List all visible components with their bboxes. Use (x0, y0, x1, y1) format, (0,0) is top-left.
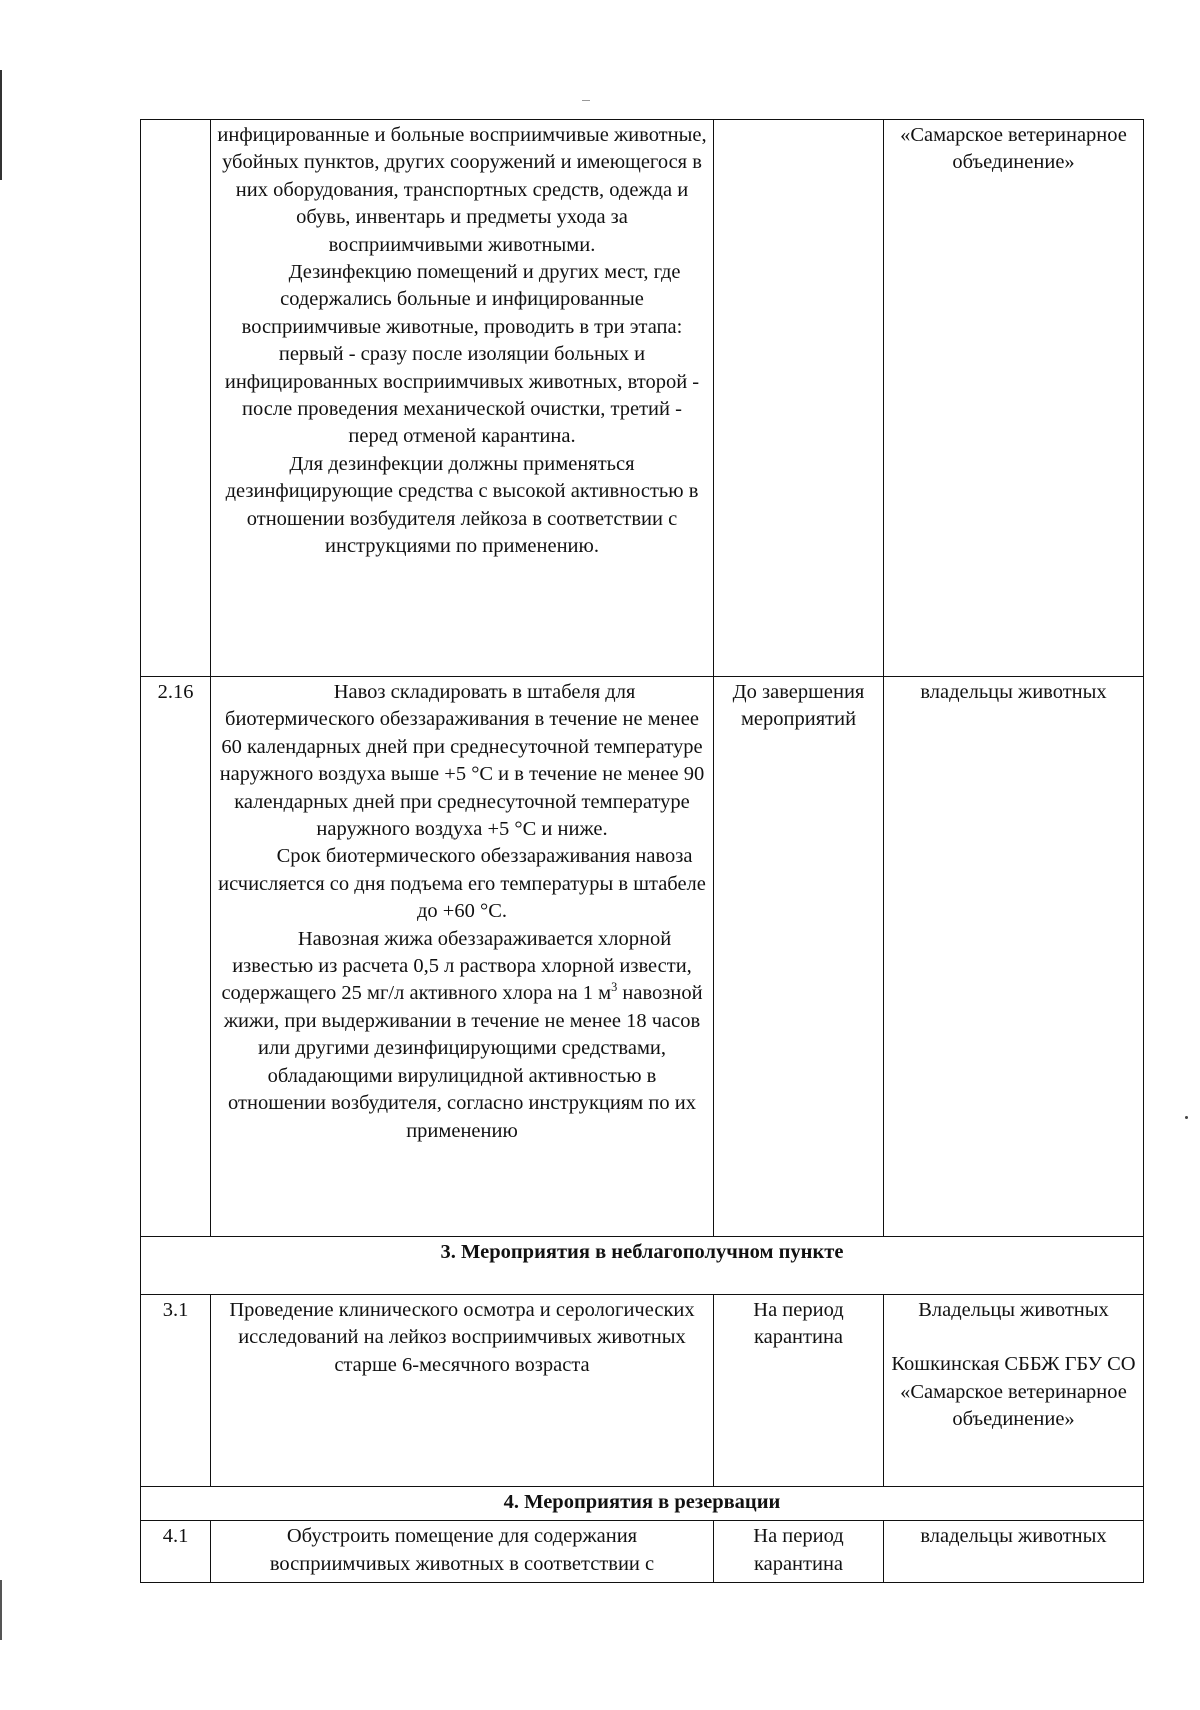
term-cell: До завершения мероприятий (714, 677, 884, 1237)
table-row (141, 120, 1144, 677)
row-number (141, 120, 211, 677)
paragraph: Для дезинфекции должны применяться дезинфицирующие средства с высокой активностью в отношении возбудителя лейкоза в соответствии с инструкциями по применению. (225, 452, 699, 558)
paragraph-part: Навозная жижа обеззараживается хлорной известью из расчета 0,5 л раствора хлорной извести, содержащего 25 мг/л активного хлора на 1 м (221, 927, 692, 1005)
measure-description: Проведение клинического осмотра и серологических исследований на лейкоз восприимчивых животных старше 6-месячного возраста (211, 1295, 714, 1487)
section-title: 4. Мероприятия в резервации (141, 1487, 1144, 1521)
superscript: 3 (611, 980, 618, 995)
measure-description: Обустроить помещение для содержания восприимчивых животных в соответствии с (211, 1521, 714, 1583)
responsible-line: Кошкинская СББЖ ГБУ СО «Самарское ветеринарное объединение» (891, 1353, 1136, 1431)
paragraph: Дезинфекцию помещений и других мест, где содержались больные и инфицированные восприимчивые животные, проводить в три этапа: первый - сразу после изоляции больных и инфицированных восприимчивых животных, второй - после проведения механической очистки, третий - перед отменой карантина. (224, 261, 700, 448)
measure-description (211, 677, 714, 1237)
responsible-line: Владельцы животных (918, 1299, 1109, 1321)
responsible-cell (884, 1295, 1144, 1487)
table-row (141, 1295, 1144, 1487)
paragraph-part: навозной жижи, при выдерживании в течение не менее 18 часов или другими дезинфицирующими средствами, обладающими вирулицидной активностью в отношении возбудителя, согласно инструкциям по их применению (223, 982, 703, 1142)
section-header-row (141, 1237, 1144, 1295)
blank-line (890, 1324, 1137, 1351)
paragraph: Навоз складировать в штабеля для биотермического обеззараживания в течение не менее 60 календарных дней при среднесуточной температуре наружного воздуха выше +5 °С и в течение не менее 90 календарных дней при среднесуточной температуре наружного воздуха +5 °С и ниже. (219, 681, 705, 841)
scan-speck (582, 100, 590, 101)
responsible-cell: владельцы животных (884, 677, 1144, 1237)
paragraph: Срок биотермического обеззараживания навоза исчисляется со дня подъема его температуры в штабеле до +60 °С. (218, 845, 706, 923)
section-title: 3. Мероприятия в неблагополучном пункте (141, 1237, 1144, 1295)
row-number: 3.1 (141, 1295, 211, 1487)
term-cell: На период карантина (714, 1521, 884, 1583)
scan-edge-mark (0, 1580, 2, 1640)
scan-edge-mark (0, 70, 2, 180)
table-row (141, 677, 1144, 1237)
paragraph (217, 926, 707, 1145)
table-row (141, 1521, 1144, 1583)
responsible-cell: «Самарское ветеринарное объединение» (884, 120, 1144, 677)
scan-speck (1185, 1116, 1188, 1119)
paragraph: инфицированные и больные восприимчивые животные, убойных пунктов, других сооружений и имеющегося в них оборудования, транспортных средств, одежда и обувь, инвентарь и предметы ухода за восприимчивыми животными. (217, 124, 707, 256)
measure-description (211, 120, 714, 677)
term-cell: На период карантина (714, 1295, 884, 1487)
term-cell (714, 120, 884, 677)
row-number: 4.1 (141, 1521, 211, 1583)
responsible-cell: владельцы животных (884, 1521, 1144, 1583)
section-header-row (141, 1487, 1144, 1521)
measures-table (140, 119, 1144, 1583)
row-number: 2.16 (141, 677, 211, 1237)
